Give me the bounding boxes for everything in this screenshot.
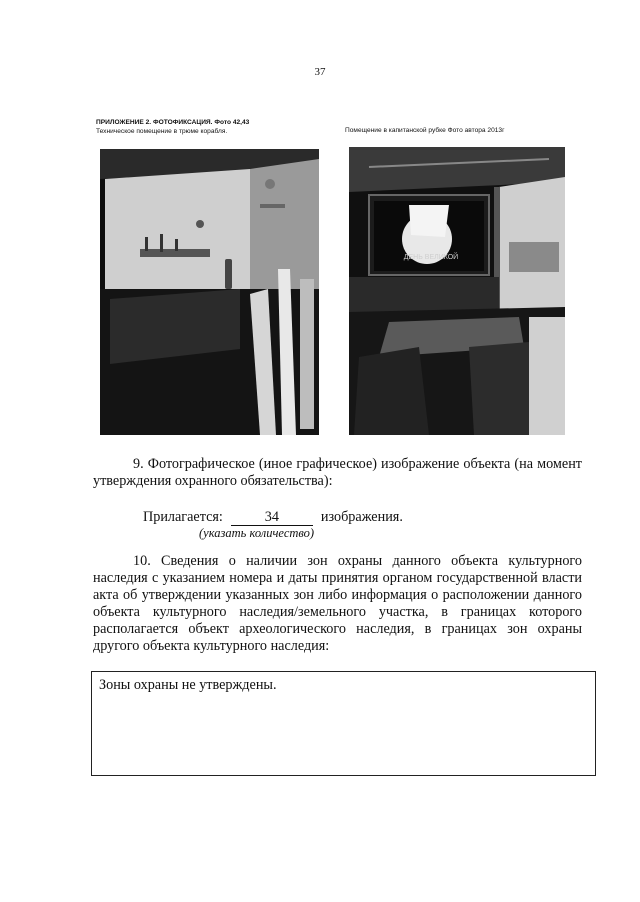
technical-room-image xyxy=(100,149,319,435)
appendix-caption-left xyxy=(96,118,336,136)
protection-zones-box xyxy=(91,671,596,776)
appendix-heading: ПРИЛОЖЕНИЕ 2. ФОТОФИКСАЦИЯ. Фото 42,43 xyxy=(96,119,250,126)
attach-suffix: изображения. xyxy=(320,509,403,525)
attach-hint: (указать количество) xyxy=(199,526,315,540)
captain-bridge-image xyxy=(349,147,565,435)
left-photo-caption: Техническое помещение в трюме корабля. xyxy=(96,128,228,135)
attach-count: 34 xyxy=(231,510,313,526)
protection-zones-text: Зоны охраны не утверждены. xyxy=(99,677,277,693)
section-9-text: 9. Фотографическое (иное графическое) изображение объекта (на момент утверждения охранного обязательства): xyxy=(93,456,582,489)
page-number: 37 xyxy=(314,66,326,78)
screen-caption: ДЕНЬ ВЕЛИКОЙ xyxy=(403,254,459,261)
section-10-text: 10. Сведения о наличии зон охраны данного объекта культурного наследия с указанием номера и даты принятия органом государственной власти акта об утверждении указанных зон либо информация о расположении данного объекта культурного наследия/земельного участка, в границах которого располагается объект археологического наследия, в границах зон охраны другого объекта культурного наследия: xyxy=(93,553,582,654)
attachment-row xyxy=(143,509,443,526)
photo-technical-room xyxy=(100,149,319,435)
photo-captain-bridge xyxy=(349,147,565,435)
right-photo-caption: Помещение в капитанской рубке Фото автора 2013г xyxy=(345,127,505,134)
attach-label: Прилагается: xyxy=(143,509,223,525)
